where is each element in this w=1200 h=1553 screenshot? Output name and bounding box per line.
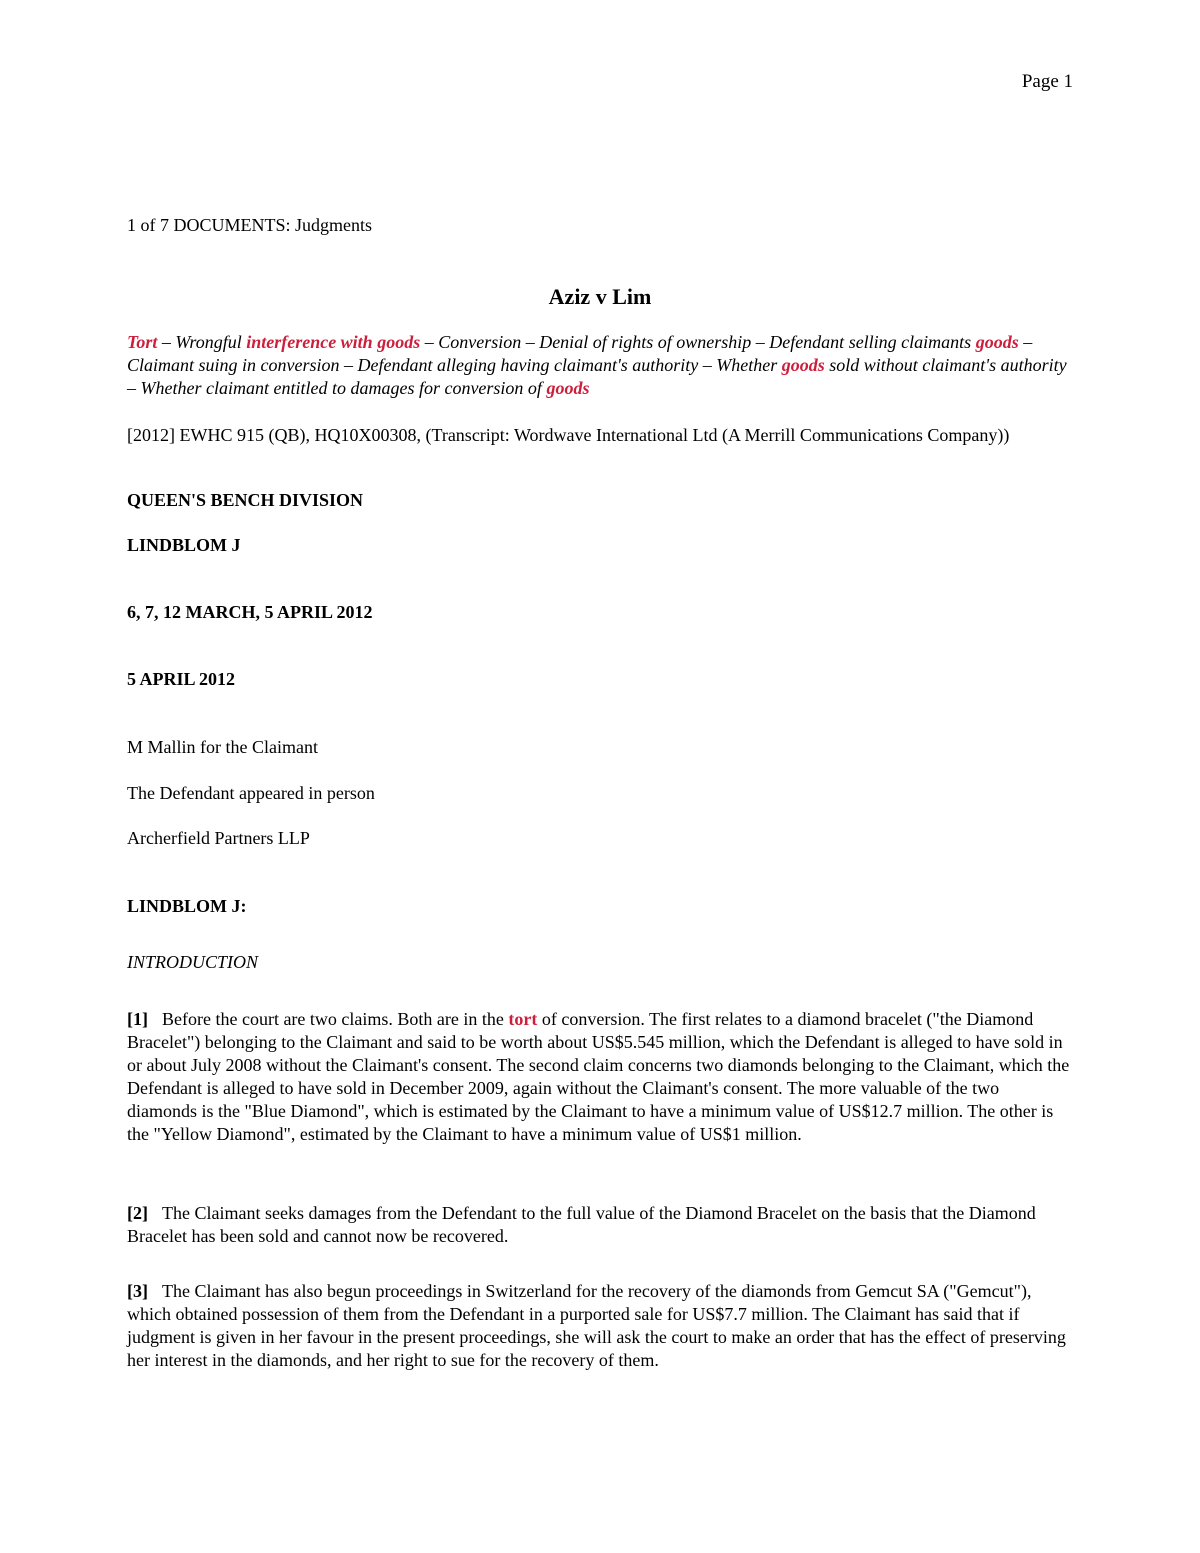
paragraph-3: [3] The Claimant has also begun proceedings in Switzerland for the recovery of the diamonds from Gemcut SA ("Gemcut"), which obtained possession of them from the Defendant in a purported sale for US$7.7 million. The Claimant has said that if judgment is given in her favour in the present proceedings, she will ask the court to make an order that has the effect of preserving her interest in the diamonds, and her right to sue for the recovery of them. <box>127 1281 1066 1370</box>
counsel-line: Archerfield Partners LLP <box>127 828 310 848</box>
counsel-line: M Mallin for the Claimant <box>127 737 318 757</box>
paragraph-number: [1] <box>127 1009 148 1029</box>
highlight-term: goods <box>975 332 1019 352</box>
judgment-date: 5 APRIL 2012 <box>127 669 236 689</box>
page-number: Page 1 <box>1021 71 1073 92</box>
citation: [2012] EWHC 915 (QB), HQ10X00308, (Transcript: Wordwave International Ltd (A Merrill Communications Company)) <box>127 425 1010 445</box>
document-page <box>127 0 1073 1553</box>
highlight-term: Tort <box>127 332 158 352</box>
paragraph-number: [2] <box>127 1203 148 1223</box>
highlight-term: goods <box>781 355 825 375</box>
documents-line: 1 of 7 DOCUMENTS: Judgments <box>127 215 373 235</box>
highlight-term: goods <box>546 378 590 398</box>
case-title: Aziz v Lim <box>548 284 652 309</box>
judge-name: LINDBLOM J <box>127 535 241 555</box>
hearing-dates: 6, 7, 12 MARCH, 5 APRIL 2012 <box>127 602 373 622</box>
court-name: QUEEN'S BENCH DIVISION <box>127 490 364 510</box>
highlight-term: interference with goods <box>246 332 421 352</box>
paragraph-number: [3] <box>127 1281 148 1301</box>
counsel-line: The Defendant appeared in person <box>127 783 375 803</box>
paragraph-2: [2] The Claimant seeks damages from the Defendant to the full value of the Diamond Bracelet on the basis that the Diamond Bracelet has been sold and cannot now be recovered. <box>127 1203 1036 1246</box>
judgment-heading: LINDBLOM J: <box>127 896 247 916</box>
paragraph-1: [1] Before the court are two claims. Both are in the tort of conversion. The first relates to a diamond bracelet ("the Diamond Bracelet") belonging to the Claimant and said to be worth about US$5.545 million, which the Defendant is alleged to have sold in or about July 2008 without the Claimant's consent. The second claim concerns two diamonds belonging to the Claimant, which the Defendant is alleged to have sold in December 2009, again without the Claimant's consent. The more valuable of the two diamonds is the "Blue Diamond", which is estimated by the Claimant to have a minimum value of US$12.7 million. The other is the "Yellow Diamond", estimated by the Claimant to have a minimum value of US$1 million. <box>127 1009 1070 1144</box>
headnote: Tort – Wrongful interference with goods – Conversion – Denial of rights of ownership – Defendant selling claimants goods – Claimant suing in conversion – Defendant alleging having claimant's authority – Whether goods sold without claimant's authority – Whether claimant entitled to damages for conversion of goods <box>127 332 1067 398</box>
highlight-term: tort <box>508 1009 538 1029</box>
section-heading: INTRODUCTION <box>127 952 259 972</box>
